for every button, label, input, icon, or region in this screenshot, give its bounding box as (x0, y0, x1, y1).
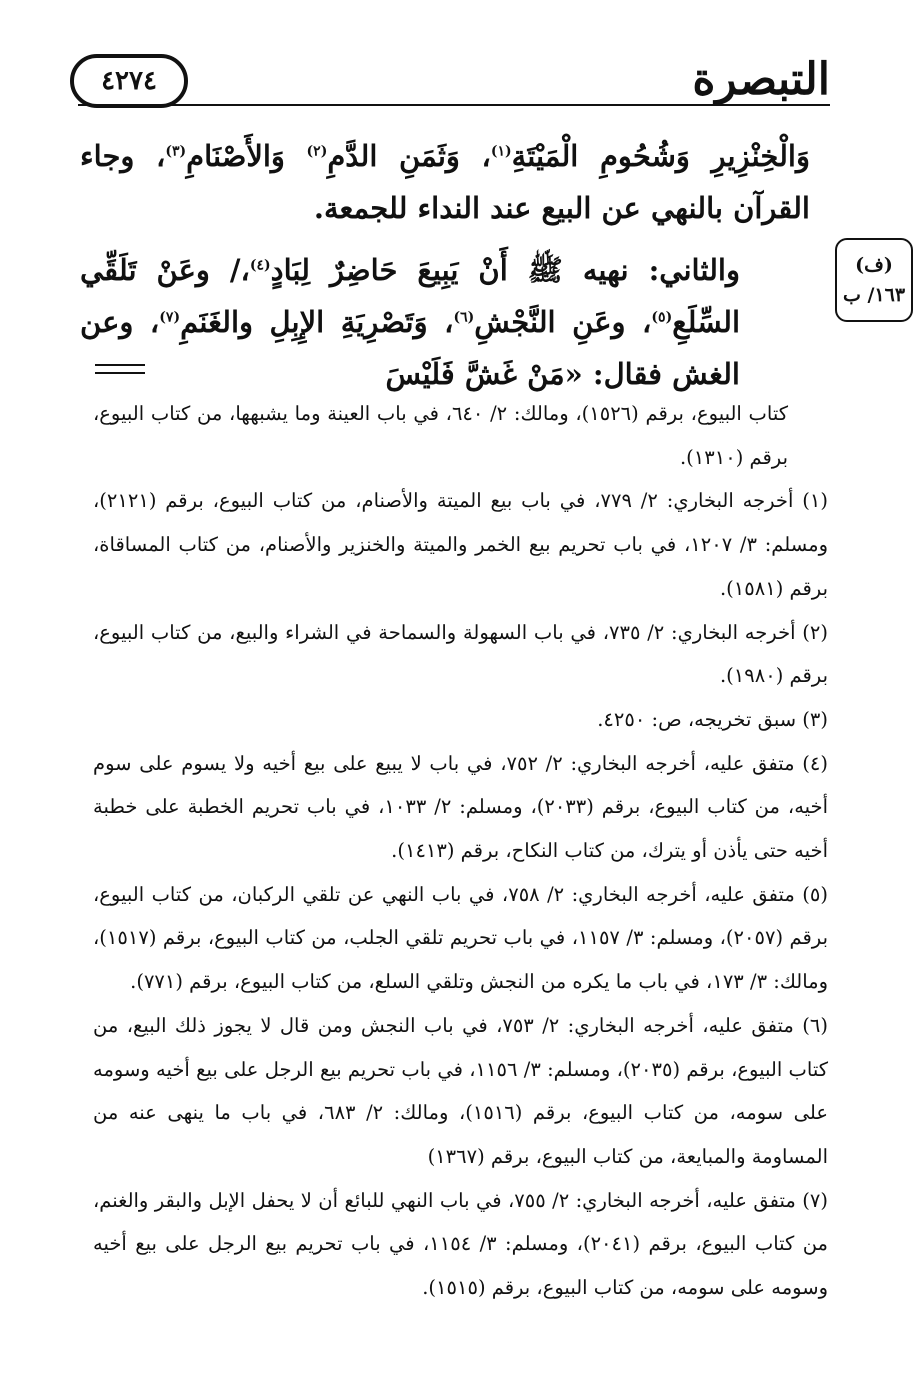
footnote-4: (٤) متفق عليه، أخرجه البخاري: ٢/ ٧٥٢، في باب لا يبيع على بيع أخيه ولا يسوم على سوم أخيه، من كتاب البيوع، برقم (٢٠٣٣)، ومسلم: ٢/ ١٠٣٣، في باب تحريم الخطبة على خطبة أخيه حتى يأذن أو يترك، من كتاب النكاح، برقم (١٤١٣). (93, 751, 829, 863)
footnote-ref-1: (١) (490, 143, 512, 160)
footnote-continuation: كتاب البيوع، برقم (١٥٢٦)، ومالك: ٢/ ٦٤٠، في باب العينة وما يشبهها، من كتاب البيوع، برقم (١٣١٠). (93, 402, 789, 469)
footnote-ref-5: (٥) (651, 309, 673, 326)
main-text-segment: وَالْخِنْزِيرِ وَشُحُومِ الْمَيْتَةِ (511, 139, 810, 173)
footnote-5: (٥) متفق عليه، أخرجه البخاري: ٢/ ٧٥٨، في باب النهي عن تلقي الركبان، من كتاب البيوع، برقم (٢٠٥٧)، ومسلم: ٣/ ١١٥٧، في باب تحريم تلقي الجلب، من كتاب البيوع، برقم (١٥١٧)، ومالك: ٣/ ١٧٣، في باب ما يكره من النجش وتلقي السلع، من كتاب البيوع، برقم (٧٧١). (93, 882, 828, 994)
footnote-ref-6: (٦) (453, 309, 475, 326)
main-text-segment: ،/ وعَنْ تَلَقِّي السِّلَعِ (80, 253, 741, 339)
main-paragraph-1 (80, 130, 810, 234)
folio-note-line: ١٦٣/ ب (842, 284, 906, 306)
main-text-segment: ، وعن الغش فقال: «مَنْ غَشَّ فَلَيْسَ (80, 305, 740, 391)
footnote-separator (95, 372, 145, 374)
main-paragraph-2 (80, 244, 810, 400)
main-text-segment: والثاني: نهيه ﷺ أَنْ يَبِيعَ حَاضِرٌ لِبَادٍ (270, 253, 740, 287)
footnote-7: (٧) متفق عليه، أخرجه البخاري: ٢/ ٧٥٥، في باب النهي للبائع أن لا يحفل الإبل والبقر والغنم، من كتاب البيوع، برقم (٢٠٤١)، ومسلم: ٣/ ١١٥٤، في باب تحريم بيع الرجل على بيع أخيه وسومه على سومه، من كتاب البيوع، برقم (١٥١٥). (93, 1188, 828, 1300)
header-rule (78, 104, 830, 106)
main-text-segment: ، وَتَصْرِيَةِ الإِبِلِ والغَنَمِ (180, 305, 454, 339)
main-text (80, 130, 810, 400)
footnotes (93, 392, 828, 1310)
footnote-ref-2: (٢) (306, 143, 328, 160)
main-text-segment: ، وجاء القرآن بالنهي عن البيع عند النداء للجمعة. (80, 139, 810, 225)
footnote-ref-4: (٤) (249, 257, 271, 274)
footnote-separator (95, 364, 145, 366)
page-number: ٤٢٧٤ (70, 54, 188, 108)
footnote-3: (٣) سبق تخريجه، ص: ٤٢٥٠. (597, 707, 828, 731)
footnote-1: (١) أخرجه البخاري: ٢/ ٧٧٩، في باب بيع الميتة والأصنام، من كتاب البيوع، برقم (٢١٢١)، ومسلم: ٣/ ١٢٠٧، في باب تحريم بيع الخمر والميتة والخنزير والأصنام، من كتاب المساقاة، برقم (١٥٨١). (93, 489, 828, 600)
main-text-segment: ، وَثَمَنِ الدَّمِ (327, 139, 491, 173)
footnote-ref-7: (٧) (159, 309, 181, 326)
running-header (70, 50, 830, 110)
manuscript-folio-note (835, 238, 913, 322)
folio-note-line: (ف) (855, 254, 893, 276)
main-text-segment: وَالأَصْنَامِ (186, 139, 307, 173)
footnote-ref-3: (٣) (165, 143, 187, 160)
footnote-6: (٦) متفق عليه، أخرجه البخاري: ٢/ ٧٥٣، في باب النجش ومن قال لا يجوز ذلك البيع، من كتاب البيوع، برقم (٢٠٣٥)، ومسلم: ٣/ ١١٥٦، في باب تحريم بيع الرجل على بيع أخيه وسومه على سومه، من كتاب البيوع، برقم (١٥١٦)، ومالك: ٢/ ٦٨٣، في باب ما ينهى عنه من المساومة والمبايعة، من كتاب البيوع، برقم (١٣٦٧) (93, 1013, 828, 1168)
book-title: التبصرة (692, 54, 830, 105)
main-text-segment: ، وعَنِ النَّجْشِ (474, 305, 652, 339)
footnote-2: (٢) أخرجه البخاري: ٢/ ٧٣٥، في باب السهولة والسماحة في الشراء والبيع، من كتاب البيوع، برقم (١٩٨٠). (93, 620, 828, 688)
